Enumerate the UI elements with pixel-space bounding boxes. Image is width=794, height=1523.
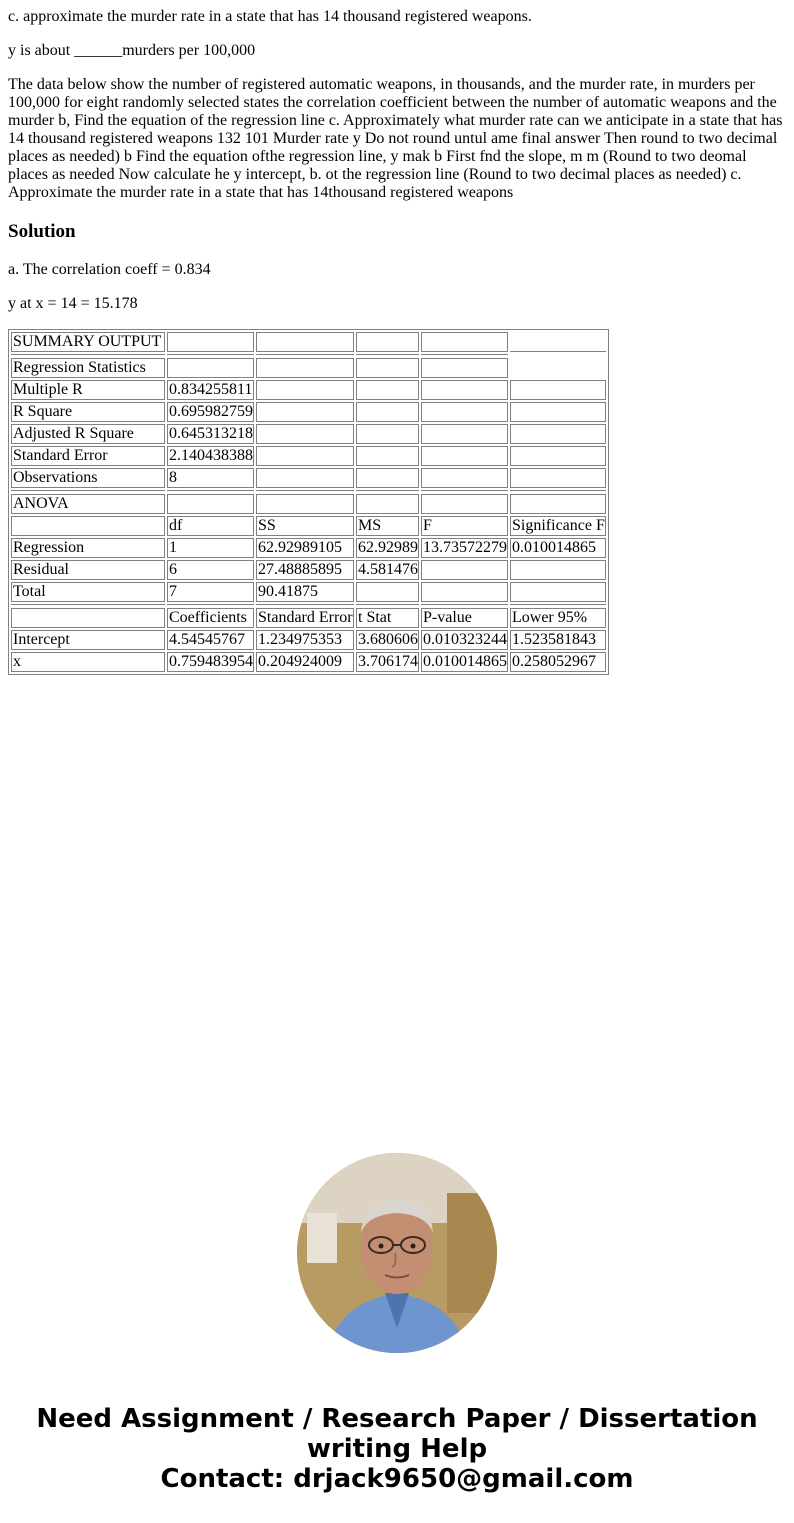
table-cell: Residual (11, 560, 165, 580)
table-row (11, 582, 606, 602)
stat-value: 2.140438388 (169, 447, 253, 464)
table-cell: 1 (167, 538, 254, 558)
table-cell (421, 332, 508, 352)
table-row (11, 538, 606, 558)
table-row (11, 402, 606, 422)
column-header: t Stat (356, 608, 419, 628)
table-cell: 27.48885895 (256, 560, 354, 580)
table-cell (421, 446, 508, 466)
table-cell: Intercept (11, 630, 165, 650)
stat-label: Standard Error (11, 446, 165, 466)
column-header: Lower 95% (510, 608, 606, 628)
table-row (11, 560, 606, 580)
banner-contact-line: Contact: drjack9650@gmail.com (160, 1464, 634, 1494)
table-cell (510, 332, 606, 352)
table-cell (256, 494, 354, 514)
table-row (11, 468, 606, 488)
table-cell: 0.010014865 (510, 538, 606, 558)
question-body: The data below show the number of registered automatic weapons, in thousands, and the murder rate, in murders per 100,000 for eight randomly selected states the correlation coefficient between the number of automatic weapons and the murder b, Find the equation of the regression line c. Approximately what murder rate can we anticipate in a state that has 14 thousand registered weapons 132 101 Murder rate y Do not round untul ame final answer Then round to two decimal places as needed) b Find the equation ofthe regression line, y mak b First fnd the slope, m m (Round to two deomal places as needed Now calculate he y intercept, b. ot the regression line (Round to two decimal places as needed) c. Approximate the murder rate in a state that has 14thousand registered weapons (8, 76, 783, 201)
table-cell: 3.706174 (358, 653, 418, 670)
table-cell (421, 582, 508, 602)
column-header: Significance F (512, 517, 605, 534)
solution-y-value: y at x = 14 = 15.178 (8, 295, 138, 312)
stat-label: Multiple R (11, 380, 165, 400)
table-cell (356, 332, 419, 352)
table-cell (421, 494, 508, 514)
table-cell (421, 468, 508, 488)
table-cell (510, 560, 606, 580)
table-cell (256, 402, 354, 422)
table-cell (510, 358, 606, 378)
table-cell (356, 402, 419, 422)
table-cell (356, 494, 419, 514)
anova-header: ANOVA (11, 494, 165, 514)
table-cell: Total (11, 582, 165, 602)
table-cell: 7 (167, 582, 254, 602)
table-cell: 62.92989105 (256, 538, 354, 558)
table-cell: 0.759483954 (169, 653, 253, 670)
table-cell (510, 402, 606, 422)
question-part-c: c. approximate the murder rate in a state that has 14 thousand registered weapons. (8, 8, 532, 25)
solution-heading: Solution (8, 221, 76, 242)
table-row (11, 494, 606, 514)
banner-line-1: Need Assignment / Research Paper / Dissertation (36, 1404, 758, 1434)
stat-value: 8 (167, 468, 254, 488)
stat-label: Observations (11, 468, 165, 488)
stat-label: R Square (11, 402, 165, 422)
table-row (11, 652, 606, 672)
avatar (297, 1153, 497, 1353)
table-cell (510, 446, 606, 466)
table-cell (167, 358, 254, 378)
table-cell (256, 380, 354, 400)
column-header: F (421, 516, 508, 536)
table-cell: 13.73572279 (423, 539, 507, 556)
column-header (11, 516, 165, 536)
table-cell (167, 332, 254, 352)
table-cell (510, 380, 606, 400)
table-cell (256, 358, 354, 378)
table-cell (510, 424, 606, 444)
solution-correlation: a. The correlation coeff = 0.834 (8, 261, 211, 278)
regression-statistics-header: Regression Statistics (11, 358, 165, 378)
table-cell: 3.680606 (358, 631, 418, 648)
table-cell: 0.010323244 (423, 631, 507, 648)
table-cell (256, 446, 354, 466)
table-cell (356, 424, 419, 444)
table-row (11, 332, 606, 352)
table-cell (356, 358, 419, 378)
table-cell (421, 358, 508, 378)
table-cell (256, 424, 354, 444)
contact-banner (0, 1404, 794, 1494)
table-cell (356, 446, 419, 466)
question-y-about: y is about ______murders per 100,000 (8, 42, 256, 59)
table-cell (510, 582, 606, 602)
table-cell: 1.523581843 (510, 630, 606, 650)
stat-value: 0.695982759 (169, 403, 253, 420)
column-header: Coefficients (167, 608, 254, 628)
table-cell (167, 494, 254, 514)
stat-label: Adjusted R Square (11, 424, 165, 444)
table-row (11, 446, 606, 466)
table-cell: Regression (11, 538, 165, 558)
table-cell: 6 (167, 560, 254, 580)
column-header: Standard Error (258, 609, 353, 626)
table-cell: 4.54545767 (167, 630, 254, 650)
table-cell (356, 468, 419, 488)
table-row (11, 380, 606, 400)
table-row (11, 516, 606, 536)
column-header: SS (256, 516, 354, 536)
table-row (11, 630, 606, 650)
table-cell: 0.204924009 (256, 652, 354, 672)
table-row (11, 424, 606, 444)
column-header: P-value (421, 608, 508, 628)
person-portrait-image (297, 1153, 497, 1353)
table-cell (421, 560, 508, 580)
table-cell: 0.010014865 (423, 653, 507, 670)
table-cell (421, 402, 508, 422)
table-row (11, 608, 606, 628)
table-cell (256, 468, 354, 488)
table-cell (356, 582, 419, 602)
table-cell (256, 332, 354, 352)
column-header: df (167, 516, 254, 536)
stat-value: 0.834255811 (169, 381, 253, 398)
stat-value: 0.645313218 (169, 425, 253, 442)
table-cell: 62.92989 (358, 539, 418, 556)
table-cell (510, 468, 606, 488)
table-cell: 90.41875 (256, 582, 354, 602)
table-cell: 4.581476 (358, 561, 418, 578)
column-header (11, 608, 165, 628)
table-cell: 0.258052967 (510, 652, 606, 672)
table-cell (421, 380, 508, 400)
banner-line-2: writing Help (306, 1434, 488, 1464)
table-row (11, 358, 606, 378)
table-cell (356, 380, 419, 400)
regression-summary-table (8, 329, 609, 675)
summary-title: SUMMARY OUTPUT (11, 332, 165, 352)
table-cell: 1.234975353 (256, 630, 354, 650)
table-cell (421, 424, 508, 444)
table-cell: x (11, 652, 165, 672)
column-header: MS (356, 516, 419, 536)
table-cell (510, 494, 606, 514)
